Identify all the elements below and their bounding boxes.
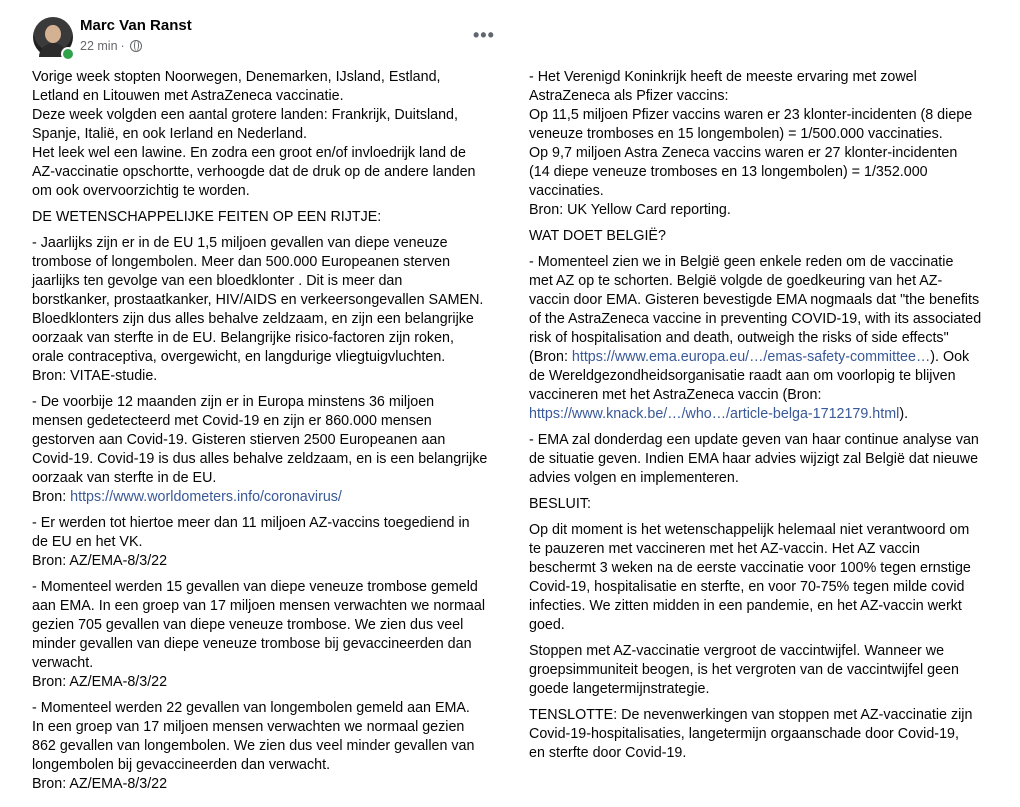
knack-link[interactable]: https://www.knack.be/…/who…/article-belga-1712179.html	[529, 406, 900, 422]
paragraph-conclusion: Op dit moment is het wetenschappelijk helemaal niet verantwoord om te pauzeren met vaccineren met het AZ-vaccin. Het AZ vaccin beschermt 3 weken na de eerste vaccinatie voor 100% tegen ernstige Covid-19, hospitalisatie en sterfte, en voor 70-75% tegen milde covid infecties. We zitten midden in een pandemie, en het AZ-vaccin werkt goed.	[529, 522, 971, 633]
paragraph-belgium-heading: WAT DOET BELGIË?	[529, 228, 666, 244]
paragraph-intro: Vorige week stopten Noorwegen, Denemarken, IJsland, Estland, Letland en Litouwen met AstraZeneca vaccinatie. Deze week volgden een aantal grotere landen: Frankrijk, Duitsland, Spanje, Italië, en ook Ierland en Nederland. Het leek wel een lawine. En zodra een groot en/of invloedrijk land de AZ-vaccinatie opschortte, verhoogde dat de druk op de andere landen om ook overvoorzichtig te worden.	[32, 69, 476, 199]
paragraph-covid-deaths: - De voorbije 12 maanden zijn er in Europa minstens 36 miljoen mensen gedetecteerd met Covid-19 en zijn er 860.000 mensen gestorven aan Covid-19. Gisteren stierven 2500 Europeanen aan Covid-19. Covid-19 is dus alles behalve zeldzaam, en is een belangrijke oorzaak van sterfte in de EU. Bron: https://www.worldometers.info/coronavirus/	[32, 394, 488, 505]
globe-icon[interactable]	[130, 40, 142, 52]
avatar[interactable]	[33, 17, 73, 57]
author-name[interactable]: Marc Van Ranst	[80, 17, 192, 34]
paragraph-ema-update: - EMA zal donderdag een update geven van haar continue analyse van de situatie geven. Indien EMA haar advies wijzigt zal België dat nieuwe advies volgen en implementeren.	[529, 432, 979, 486]
paragraph-blood-clots: - Jaarlijks zijn er in de EU 1,5 miljoen gevallen van diepe veneuze trombose of longembolen. Meer dan 500.000 Europeanen sterven jaarlijks ten gevolge van een bloedklonter . Dit is meer dan borstkanker, prostaatkanker, HIV/AIDS en verkeersongevallen SAMEN. Bloedklonters zijn dus alles behalve zeldzaam, en zijn een belangrijke oorzaak van sterfte in de EU. Belangrijke risico-factoren zijn roken, orale contraceptiva, overgewicht, en langdurige vliegtuigvluchten. Bron: VITAE-studie.	[32, 235, 484, 384]
post-meta	[80, 39, 142, 53]
paragraph-vaccine-hesitancy: Stoppen met AZ-vaccinatie vergroot de vaccintwijfel. Wanneer we groepsimmuniteit beogen, is het vergroten van de vaccintwijfel geen goede langetermijnstrategie.	[529, 643, 959, 697]
post-time[interactable]: 22 min	[80, 39, 118, 53]
online-status-icon	[61, 47, 75, 61]
paragraph-uk-experience: - Het Verenigd Koninkrijk heeft de meeste ervaring met zowel AstraZeneca als Pfizer vaccins: Op 11,5 miljoen Pfizer vaccins waren er 23 klonter-incidenten (8 diepe veneuze tromboses en 15 longembolen) = 1/500.000 vaccinaties. Op 9,7 miljoen Astra Zeneca vaccins waren er 27 klonter-incidenten (14 diepe veneuze tromboses en 13 longembolen) = 1/352.000 vaccinaties. Bron: UK Yellow Card reporting.	[529, 69, 973, 218]
paragraph-thrombosis: - Momenteel werden 15 gevallen van diepe veneuze trombose gemeld aan EMA. In een groep van 17 miljoen mensen verwachten we normaal gezien 705 gevallen van diepe veneuze trombose. We zien dus veel minder gevallen van diepe veneuze trombose bij gevaccineerden dan verwacht. Bron: AZ/EMA-8/3/22	[32, 579, 485, 690]
post-header	[33, 13, 993, 61]
ema-link[interactable]: https://www.ema.europa.eu/…/emas-safety-committee…	[571, 349, 931, 365]
post-body-left-column	[32, 68, 510, 801]
paragraph-conclusion-heading: BESLUIT:	[529, 496, 591, 512]
paragraph-facts-heading: DE WETENSCHAPPELIJKE FEITEN OP EEN RIJTJE:	[32, 209, 382, 225]
meta-separator: ·	[120, 39, 125, 53]
paragraph-finally: TENSLOTTE: De nevenwerkingen van stoppen met AZ-vaccinatie zijn Covid-19-hospitalisaties, langetermijn orgaanschade door Covid-19, en sterfte door Covid-19.	[529, 707, 973, 761]
avatar-face	[45, 25, 61, 43]
more-options-button[interactable]: •••	[473, 25, 495, 45]
worldometers-link[interactable]: https://www.worldometers.info/coronavirus/	[70, 489, 342, 505]
paragraph-embolism: - Momenteel werden 22 gevallen van longembolen gemeld aan EMA. In een groep van 17 miljoen mensen verwachten we normaal gezien 862 gevallen van longembolen. We zien dus veel minder gevallen van longembolen bij gevaccineerden dan verwacht. Bron: AZ/EMA-8/3/22	[32, 700, 475, 792]
paragraph-belgium-position: - Momenteel zien we in België geen enkele reden om de vaccinatie met AZ op te schorten. België volgde de goedkeuring van het AZ- vaccin door EMA. Gisteren bevestigde EMA nogmaals dat "the benefits of the AstraZeneca vaccine in preventing COVID-19, with its associated risk of hospitalisation and death, outweigh the risks of side effects" (Bron: https://www.ema.europa.eu/…/emas-safety-committee…). Ook de Wereldgezondheidsorganisatie raadt aan om voorlopig te blijven vaccineren met het AstraZeneca vaccin (Bron: https://www.knack.be/…/who…/article-belga-1712179.html).	[529, 254, 982, 422]
post-body-right-column	[529, 68, 999, 770]
paragraph-vaccines-given: - Er werden tot hiertoe meer dan 11 miljoen AZ-vaccins toegediend in de EU en het VK. Bron: AZ/EMA-8/3/22	[32, 515, 470, 569]
